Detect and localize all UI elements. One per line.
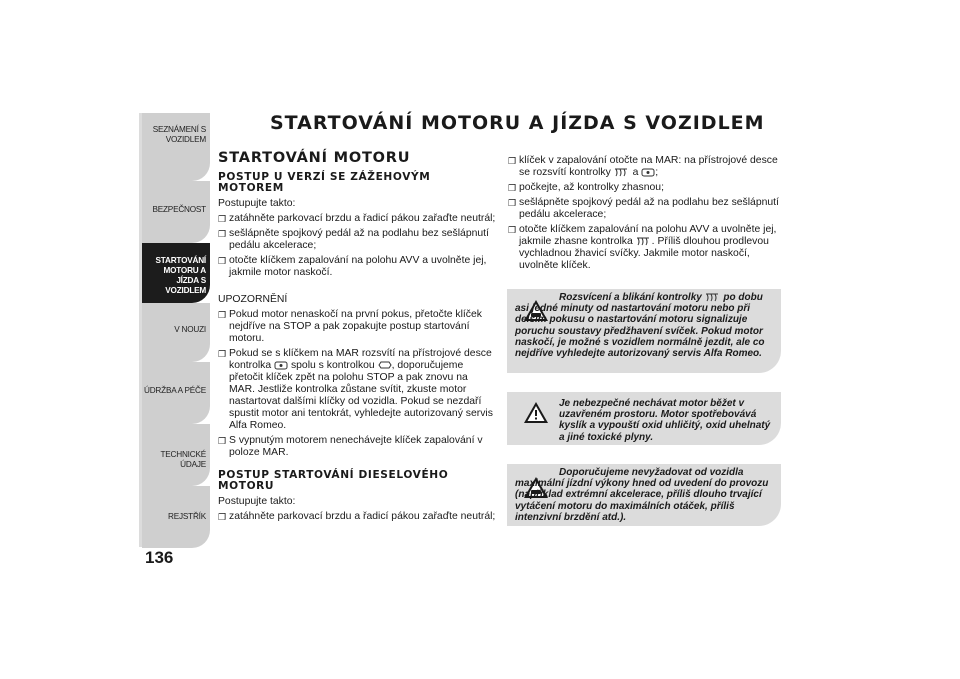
tab-startovani[interactable]: STARTOVÁNÍ MOTORU A JÍZDA S VOZIDLEM bbox=[142, 243, 210, 303]
glow-plug-icon bbox=[705, 293, 721, 302]
immobilizer-key-icon bbox=[641, 167, 655, 177]
tab-v-nouzi[interactable]: V NOUZI bbox=[142, 303, 210, 362]
list-item: ❒ počkejte, až kontrolky zhasnou; bbox=[508, 182, 664, 193]
right-column bbox=[508, 155, 784, 275]
tab-udrzba[interactable]: ÚDRŽBA A PÉČE bbox=[142, 362, 210, 424]
tab-seznameni[interactable]: SEZNÁMENÍ S VOZIDLEM bbox=[142, 113, 210, 181]
list-item: ❒ klíček v zapalování otočte na MAR: na přístrojové desce se rozsvítí kontrolky a ; bbox=[508, 155, 778, 178]
tab-bezpecnost[interactable]: BEZPEČNOST bbox=[142, 181, 210, 243]
tab-rejstrik[interactable]: REJSTŘÍK bbox=[142, 486, 210, 548]
section-title: STARTOVÁNÍ MOTORU bbox=[218, 150, 411, 166]
page-title: STARTOVÁNÍ MOTORU A JÍZDA S VOZIDLEM bbox=[270, 112, 765, 134]
tab-technicke-udaje[interactable]: TECHNICKÉ ÚDAJE bbox=[142, 424, 210, 486]
page-number: 136 bbox=[145, 548, 174, 567]
engine-icon bbox=[378, 360, 392, 370]
list-item: ❒ otočte klíčkem zapalování na polohu AVV a uvolněte jej, jakmile zhasne kontrolka . Příliš dlouhou prodlevou vychladnou žhavicí svíčky. Jakmile motor naskočí, uvolněte klíček. bbox=[508, 224, 777, 271]
glow-plug-warning-box: Rozsvícení a blikání kontrolky po dobu asi jedné minuty od nastartování motoru nebo při delším pokusu o nastartování motoru signalizuje poruchu soustavy předžhavení svíček. Pokud motor naskočí, je možné s vozidlem normálně jezdit, ale co nejdříve vyhledejte autorizovaný servis Alfa Romeo. bbox=[507, 289, 781, 373]
list-item: ❒ S vypnutým motorem nenechávejte klíček zapalování v poloze MAR. bbox=[218, 435, 483, 458]
immobilizer-key-icon bbox=[274, 360, 288, 370]
glow-plug-icon bbox=[614, 168, 630, 177]
list-item: ❒ Pokud se s klíčkem na MAR rozsvítí na přístrojové desce kontrolka spolu s kontrolkou , doporučujeme přetočit klíček zpět na polohu STOP a pak znovu na MAR. Jestliže kontrolka zůstane svítit, zkuste motor nastartovat dalšími klíčky od vozidla. Pokud se nezdaří spustit motor ani tentokrát, vyhledejte autorizovaný servis Alfa Romeo. bbox=[218, 348, 493, 431]
note-title: UPOZORNĚNÍ bbox=[218, 294, 288, 305]
exhaust-warning-box: Je nebezpečné nechávat motor běžet v uzavřeném prostoru. Motor spotřebovává kyslík a vypouští oxid uhličitý, oxid uhelnatý a jiné toxické plyny. bbox=[507, 392, 781, 445]
list-item: ❒ Pokud motor nenaskočí na první pokus, přetočte klíček nejdříve na STOP a pak zopakujte postup startování motoru. bbox=[218, 309, 482, 344]
left-column bbox=[218, 152, 496, 526]
break-in-warning-box: Doporučujeme nevyžadovat od vozidla maximální jízdní výkony hned od uvedení do provozu (například extrémní akcelerace, příliš dlouho trvající vytáčení motoru do maximálních otáček, příliš intenzivní brzdění atd.). bbox=[507, 464, 781, 526]
list-item: ❒ sešlápněte spojkový pedál až na podlahu bez sešlápnutí pedálu akcelerace; bbox=[218, 228, 489, 251]
diesel-intro: Postupujte takto: bbox=[218, 496, 296, 507]
list-item: ❒ sešlápněte spojkový pedál až na podlahu bez sešlápnutí pedálu akcelerace; bbox=[508, 197, 779, 220]
list-item: ❒ otočte klíčkem zapalování na polohu AVV a uvolněte jej, jakmile motor naskočí. bbox=[218, 255, 487, 278]
list-item: ❒ zatáhněte parkovací brzdu a řadicí pákou zařaďte neutrál; bbox=[218, 213, 496, 224]
list-item: ❒ zatáhněte parkovací brzdu a řadicí pákou zařaďte neutrál; bbox=[218, 511, 496, 522]
petrol-intro: Postupujte takto: bbox=[218, 198, 296, 209]
glow-plug-icon bbox=[636, 237, 652, 246]
petrol-procedure-title: POSTUP U VERZÍ SE ZÁŽEHOVÝM MOTOREM bbox=[218, 171, 431, 194]
diesel-procedure-title: POSTUP STARTOVÁNÍ DIESELOVÉHO MOTORU bbox=[218, 469, 449, 492]
warning-triangle-icon bbox=[523, 401, 549, 424]
